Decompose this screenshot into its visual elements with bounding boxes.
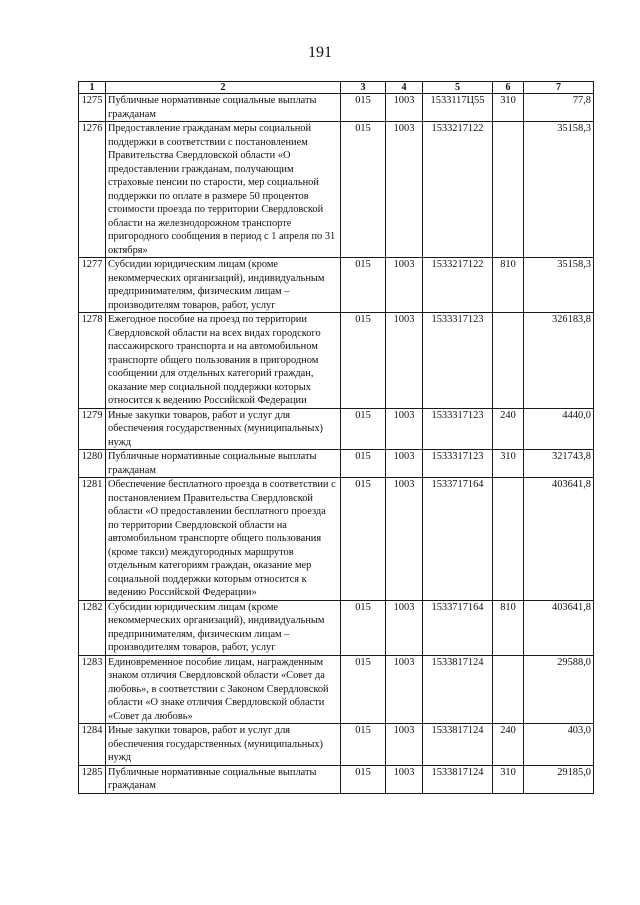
row-section-code: 1003 [386,450,423,478]
row-description: Предоставление гражданам меры социальной поддержки в соответствии с постановлением Правительства Свердловской области «О предоставлении гражданам, получающим страховые пенсии по старости, мер социальной поддержки по оплате в размере 50 процентов стоимости проезда по территории Свердловской области на железнодорожном транспорте пригородного сообщения в период с 1 апреля по 31 октября» [106,122,341,258]
row-expense-type: 310 [493,765,524,793]
row-description: Ежегодное пособие на проезд по территории Свердловской области на всех видах городского пассажирского транспорта и на автомобильном транспорте общего пользования в пригородном сообщении для отдельных категорий граждан, оказание мер социальной поддержки которых относится к ведению Российской Федерации [106,313,341,409]
row-expense-type [493,122,524,258]
row-number: 1284 [79,724,106,766]
row-section-code: 1003 [386,765,423,793]
table-row [79,313,594,409]
row-amount: 321743,8 [524,450,594,478]
header-col-7: 7 [524,82,594,94]
table-header [79,82,594,94]
budget-table [78,81,594,794]
row-amount: 326183,8 [524,313,594,409]
row-ministry-code: 015 [341,600,386,655]
row-description: Единовременное пособие лицам, награжденным знаком отличия Свердловской области «Совет да любовь», в соответствии с Законом Свердловской области «О знаке отличия Свердловской области «Совет да любовь» [106,655,341,724]
row-number: 1285 [79,765,106,793]
table-row [79,724,594,766]
row-amount: 4440,0 [524,408,594,450]
header-col-1: 1 [79,82,106,94]
row-amount: 35158,3 [524,258,594,313]
row-section-code: 1003 [386,313,423,409]
row-expense-type [493,478,524,601]
row-target-article: 1533217122 [423,122,493,258]
row-section-code: 1003 [386,655,423,724]
row-expense-type [493,655,524,724]
table-row [79,258,594,313]
page-number: 191 [308,44,332,61]
row-number: 1275 [79,94,106,122]
row-number: 1282 [79,600,106,655]
row-target-article: 1533317123 [423,450,493,478]
row-ministry-code: 015 [341,478,386,601]
table-row [79,765,594,793]
row-description: Иные закупки товаров, работ и услуг для обеспечения государственных (муниципальных) нужд [106,724,341,766]
row-ministry-code: 015 [341,450,386,478]
row-section-code: 1003 [386,724,423,766]
row-amount: 77,8 [524,94,594,122]
row-number: 1281 [79,478,106,601]
row-description: Субсидии юридическим лицам (кроме некоммерческих организаций), индивидуальным предпринимателям, физическим лицам – производителям товаров, работ, услуг [106,258,341,313]
header-col-6: 6 [493,82,524,94]
row-number: 1277 [79,258,106,313]
header-col-3: 3 [341,82,386,94]
table-body [79,94,594,794]
row-description: Публичные нормативные социальные выплаты гражданам [106,450,341,478]
row-expense-type: 310 [493,94,524,122]
row-description: Публичные нормативные социальные выплаты гражданам [106,94,341,122]
row-section-code: 1003 [386,600,423,655]
row-target-article: 1533117Ц55 [423,94,493,122]
row-number: 1278 [79,313,106,409]
row-number: 1276 [79,122,106,258]
row-description: Иные закупки товаров, работ и услуг для обеспечения государственных (муниципальных) нужд [106,408,341,450]
row-description: Субсидии юридическим лицам (кроме некоммерческих организаций), индивидуальным предпринимателям, физическим лицам – производителям товаров, работ, услуг [106,600,341,655]
row-target-article: 1533817124 [423,655,493,724]
row-ministry-code: 015 [341,258,386,313]
row-number: 1283 [79,655,106,724]
row-target-article: 1533817124 [423,724,493,766]
table-row [79,655,594,724]
row-expense-type: 240 [493,724,524,766]
row-amount: 29588,0 [524,655,594,724]
row-ministry-code: 015 [341,655,386,724]
table-row [79,450,594,478]
row-ministry-code: 015 [341,408,386,450]
row-expense-type: 240 [493,408,524,450]
row-amount: 403641,8 [524,478,594,601]
row-expense-type [493,313,524,409]
row-section-code: 1003 [386,122,423,258]
row-amount: 35158,3 [524,122,594,258]
row-section-code: 1003 [386,478,423,601]
row-section-code: 1003 [386,408,423,450]
table-row [79,94,594,122]
row-target-article: 1533317123 [423,408,493,450]
row-expense-type: 810 [493,258,524,313]
row-target-article: 1533217122 [423,258,493,313]
row-description: Обеспечение бесплатного проезда в соответствии с постановлением Правительства Свердловской области «О предоставлении бесплатного проезда по территории Свердловской области на автомобильном транспорте общего пользования (кроме такси) междугородных маршрутов отдельным категориям граждан, оказание мер социальной поддержки которым относится к ведению Российской Федерации» [106,478,341,601]
row-ministry-code: 015 [341,313,386,409]
header-col-4: 4 [386,82,423,94]
row-number: 1279 [79,408,106,450]
row-amount: 403,0 [524,724,594,766]
table-row [79,408,594,450]
row-ministry-code: 015 [341,122,386,258]
row-amount: 29185,0 [524,765,594,793]
row-section-code: 1003 [386,258,423,313]
row-expense-type: 810 [493,600,524,655]
row-description: Публичные нормативные социальные выплаты гражданам [106,765,341,793]
row-amount: 403641,8 [524,600,594,655]
table-row [79,122,594,258]
table-row [79,478,594,601]
row-section-code: 1003 [386,94,423,122]
row-number: 1280 [79,450,106,478]
row-ministry-code: 015 [341,94,386,122]
header-row [79,82,594,94]
row-ministry-code: 015 [341,724,386,766]
row-target-article: 1533817124 [423,765,493,793]
row-expense-type: 310 [493,450,524,478]
row-target-article: 1533717164 [423,478,493,601]
row-target-article: 1533317123 [423,313,493,409]
header-col-5: 5 [423,82,493,94]
table-row [79,600,594,655]
row-target-article: 1533717164 [423,600,493,655]
row-ministry-code: 015 [341,765,386,793]
header-col-2: 2 [106,82,341,94]
